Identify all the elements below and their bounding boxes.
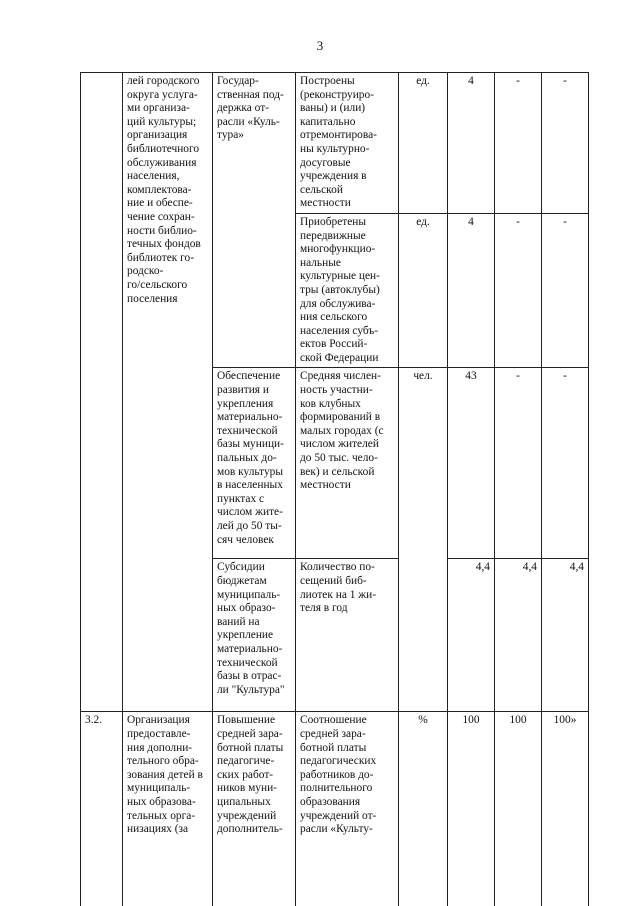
indicator-cell: Средняя числен- ность участни- ков клубных формирований в малых городах (с числом жителей до 50 тыс. чело- век) и сельской местности <box>296 368 399 559</box>
indicator-cell: Количество по- сещений биб- лиотек на 1 жи- теля в год <box>296 559 399 712</box>
value-cell: 4,4 <box>495 559 542 712</box>
row-number-cell: 3.2. <box>81 712 123 906</box>
indicators-table <box>80 72 589 906</box>
event-cell: Субсидии бюджетам муниципаль- ных образо- ваний на укрепление материально- технической базы в отрас- ли "Культура" <box>213 559 296 712</box>
unit-cell: ед. <box>399 73 448 214</box>
unit-cell: чел. <box>399 368 448 712</box>
unit-cell: % <box>399 712 448 906</box>
table-row <box>81 73 589 214</box>
value-cell: - <box>542 213 589 368</box>
value-cell: 4 <box>448 213 495 368</box>
table-row <box>81 712 589 906</box>
value-cell: 4,4 <box>448 559 495 712</box>
task-cell: Организация предоставле- ния дополни- тельного обра- зования детей в муниципаль- ных образова- тельных орга- низациях (за <box>123 712 213 906</box>
event-cell: Повышение средней зара- ботной платы педагогиче- ских работ- ников муни- ципальных учреждений дополнитель- <box>213 712 296 906</box>
value-cell: 43 <box>448 368 495 559</box>
value-cell: 4 <box>448 73 495 214</box>
event-cell: Государ- ственная под- держка от- расли «Куль- тура» <box>213 73 296 368</box>
page-number: 3 <box>316 38 324 53</box>
event-cell: Обеспечение развития и укрепления материально- технической базы муници- пальных до- мов культуры в населенных пунктах с числом жите- лей до 50 ты- сяч человек <box>213 368 296 559</box>
value-cell: - <box>495 73 542 214</box>
indicator-cell: Приобретены передвижные многофункцио- нальные культурные цен- тры (автоклубы) для обслужива- ния сельского населения субъ- ектов Россий- ской Федерации <box>296 213 399 368</box>
indicator-cell: Соотношение средней зара- ботной платы педагогических работников до- полнительного образования учреждений от- расли «Культу- <box>296 712 399 906</box>
value-cell: 100» <box>542 712 589 906</box>
value-cell: - <box>542 73 589 214</box>
indicator-cell: Построены (реконструиро- ваны) и (или) капитально отремонтирова- ны культурно- досуговые учреждения в сельской местности <box>296 73 399 214</box>
unit-cell: ед. <box>399 213 448 368</box>
task-cell: лей городского округа услуга- ми организа- ций культуры; организация библиотечного обслуживания населения, комплектова- ние и обеспе- чение сохран- ности библио- течных фондов библиотек го- родско- го/сельского поселения <box>123 73 213 712</box>
value-cell: - <box>495 368 542 559</box>
value-cell: - <box>495 213 542 368</box>
value-cell: 4,4 <box>542 559 589 712</box>
value-cell: 100 <box>448 712 495 906</box>
value-cell: 100 <box>495 712 542 906</box>
row-number-cell <box>81 73 123 712</box>
value-cell: - <box>542 368 589 559</box>
